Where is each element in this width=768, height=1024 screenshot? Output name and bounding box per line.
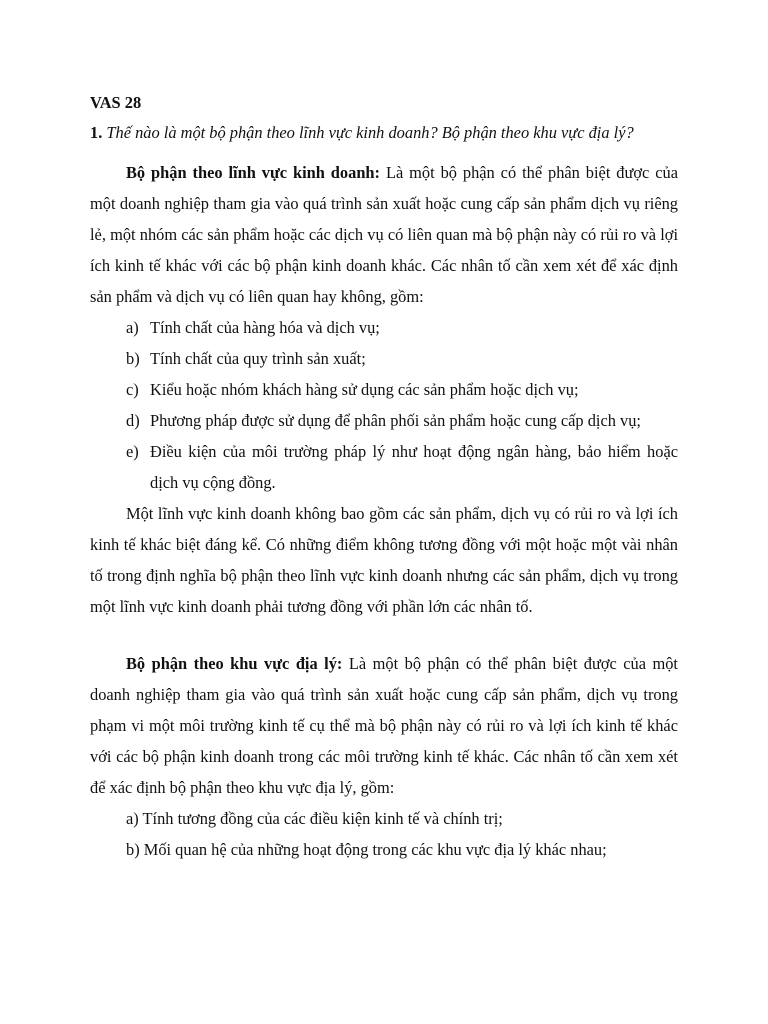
geographic-segment-factors-list bbox=[90, 803, 678, 865]
list-marker: b) bbox=[126, 349, 140, 368]
list-item-text: Kiểu hoặc nhóm khách hàng sử dụng các sản phẩm hoặc dịch vụ; bbox=[150, 380, 579, 399]
list-marker: a) bbox=[126, 318, 139, 337]
list-item bbox=[90, 374, 678, 405]
business-segment-body: Là một bộ phận có thể phân biệt được của một doanh nghiệp tham gia vào quá trình sản xuất hoặc cung cấp sản phẩm dịch vụ riêng lẻ, một nhóm các sản phẩm hoặc các dịch vụ có liên quan mà bộ phận này có rủi ro và lợi ích kinh tế khác với các bộ phận kinh doanh khác. Các nhân tố cần xem xét để xác định sản phẩm và dịch vụ có liên quan hay không, gồm: bbox=[90, 163, 679, 306]
list-item: b) Mối quan hệ của những hoạt động trong các khu vực địa lý khác nhau; bbox=[126, 840, 607, 859]
list-marker: e) bbox=[126, 442, 139, 461]
geographic-segment-body: Là một bộ phận có thể phân biệt được của một doanh nghiệp tham gia vào quá trình sản xuất hoặc cung cấp sản phẩm, dịch vụ trong phạm vi một môi trường kinh tế cụ thể mà bộ phận này có rủi ro và lợi ích kinh tế khác với các bộ phận kinh doanh trong các môi trường kinh tế khác. Các nhân tố cần xem xét để xác định bộ phận theo khu vực địa lý, gồm: bbox=[90, 654, 678, 797]
list-item-text: Điều kiện của môi trường pháp lý như hoạt động ngân hàng, bảo hiểm hoặc dịch vụ cộng đồng. bbox=[150, 442, 678, 492]
list-item bbox=[90, 312, 678, 343]
list-item bbox=[90, 405, 678, 436]
business-segment-closing-paragraph: Một lĩnh vực kinh doanh không bao gồm các sản phẩm, dịch vụ có rủi ro và lợi ích kinh tế khác biệt đáng kể. Có những điểm không tương đồng với một hoặc một vài nhân tố trong định nghĩa bộ phận theo lĩnh vực kinh doanh nhưng các sản phẩm, dịch vụ trong một lĩnh vực kinh doanh phải tương đồng với phần lớn các nhân tố. bbox=[90, 504, 678, 616]
paragraph-spacer bbox=[90, 622, 678, 648]
list-marker: c) bbox=[126, 380, 139, 399]
question-number: 1. bbox=[90, 123, 103, 142]
question-1 bbox=[90, 119, 678, 147]
document-title: VAS 28 bbox=[90, 93, 142, 112]
business-segment-factors-list bbox=[90, 312, 678, 498]
list-item bbox=[90, 343, 678, 374]
geographic-segment-heading: Bộ phận theo khu vực địa lý: bbox=[126, 654, 343, 673]
list-item-text: Tính chất của quy trình sản xuất; bbox=[150, 349, 366, 368]
list-item-text: Tính chất của hàng hóa và dịch vụ; bbox=[150, 318, 380, 337]
document-page bbox=[90, 86, 678, 865]
geographic-segment-paragraph bbox=[90, 648, 678, 803]
list-item: a) Tính tương đồng của các điều kiện kinh tế và chính trị; bbox=[126, 809, 503, 828]
question-text: Thế nào là một bộ phận theo lĩnh vực kinh doanh? Bộ phận theo khu vực địa lý? bbox=[102, 123, 634, 142]
list-item bbox=[90, 436, 678, 498]
list-marker: d) bbox=[126, 411, 140, 430]
business-segment-heading: Bộ phận theo lĩnh vực kinh doanh: bbox=[126, 163, 381, 182]
list-item-text: Phương pháp được sử dụng để phân phối sản phẩm hoặc cung cấp dịch vụ; bbox=[150, 411, 641, 430]
business-segment-paragraph bbox=[90, 157, 678, 312]
